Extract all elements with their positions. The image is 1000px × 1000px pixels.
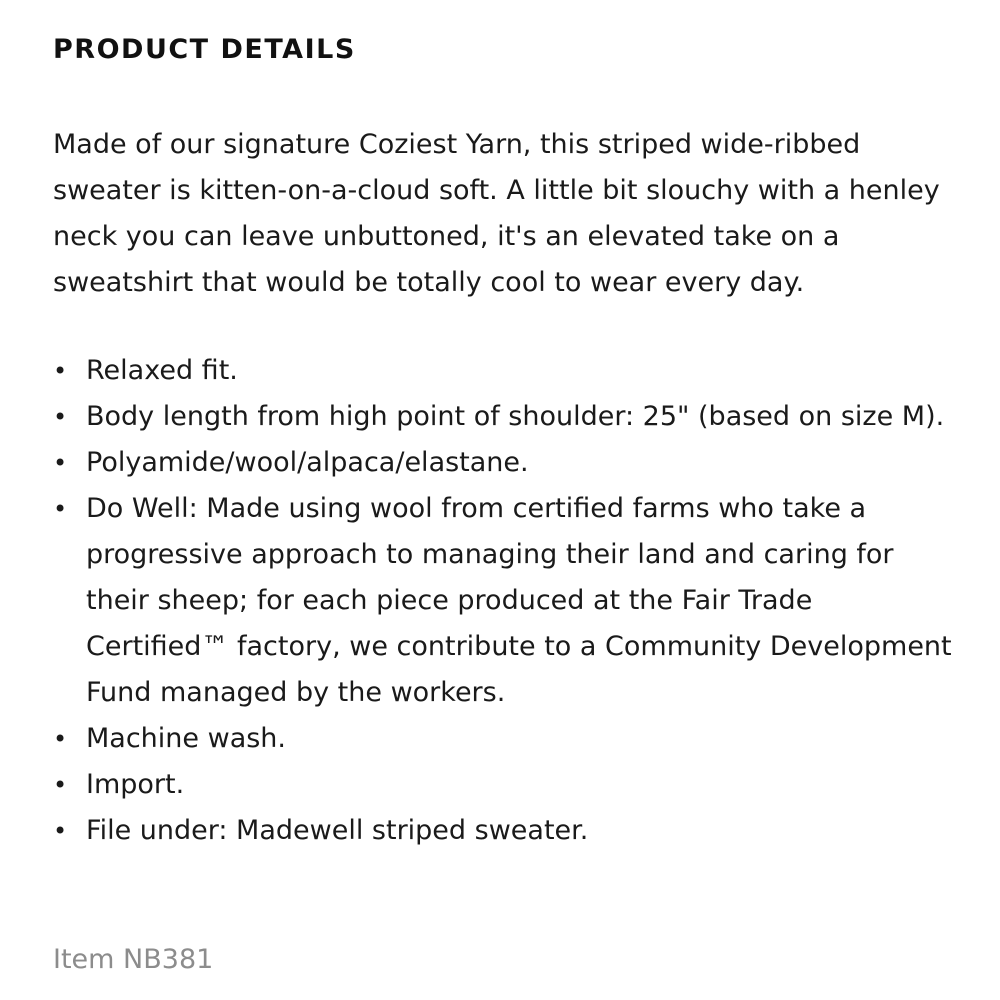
feature-item (53, 348, 953, 394)
bullet-icon: • (53, 357, 68, 385)
bullet-icon: • (53, 449, 68, 477)
bullet-icon: • (53, 771, 68, 799)
feature-list (53, 348, 953, 854)
feature-text: Relaxed fit. (86, 355, 238, 386)
feature-item (53, 440, 953, 486)
feature-item (53, 394, 953, 440)
feature-item (53, 716, 953, 762)
section-heading: PRODUCT DETAILS (53, 34, 356, 65)
item-number: Item NB381 (53, 944, 214, 975)
bullet-icon: • (53, 817, 68, 845)
feature-item (53, 762, 953, 808)
feature-text: Import. (86, 769, 185, 800)
feature-text: File under: Madewell striped sweater. (86, 815, 589, 846)
feature-item (53, 808, 953, 854)
bullet-icon: • (53, 403, 68, 431)
product-description: Made of our signature Coziest Yarn, this striped wide-ribbed sweater is kitten-on-a-cloud soft. A little bit slouchy with a henley neck you can leave unbuttoned, it's an elevated take on a sweatshirt that would be totally cool to wear every day. (53, 129, 940, 298)
feature-item (53, 486, 953, 716)
bullet-icon: • (53, 495, 68, 523)
product-details-section (53, 30, 953, 854)
feature-text: Polyamide/wool/alpaca/elastane. (86, 447, 529, 478)
feature-text: Do Well: Made using wool from certified farms who take a progressive approach to managing their land and caring for their sheep; for each piece produced at the Fair Trade Certified™ factory, we contribute to a Community Development Fund managed by the workers. (86, 493, 952, 708)
feature-text: Body length from high point of shoulder: 25" (based on size M). (86, 401, 945, 432)
feature-text: Machine wash. (86, 723, 286, 754)
bullet-icon: • (53, 725, 68, 753)
